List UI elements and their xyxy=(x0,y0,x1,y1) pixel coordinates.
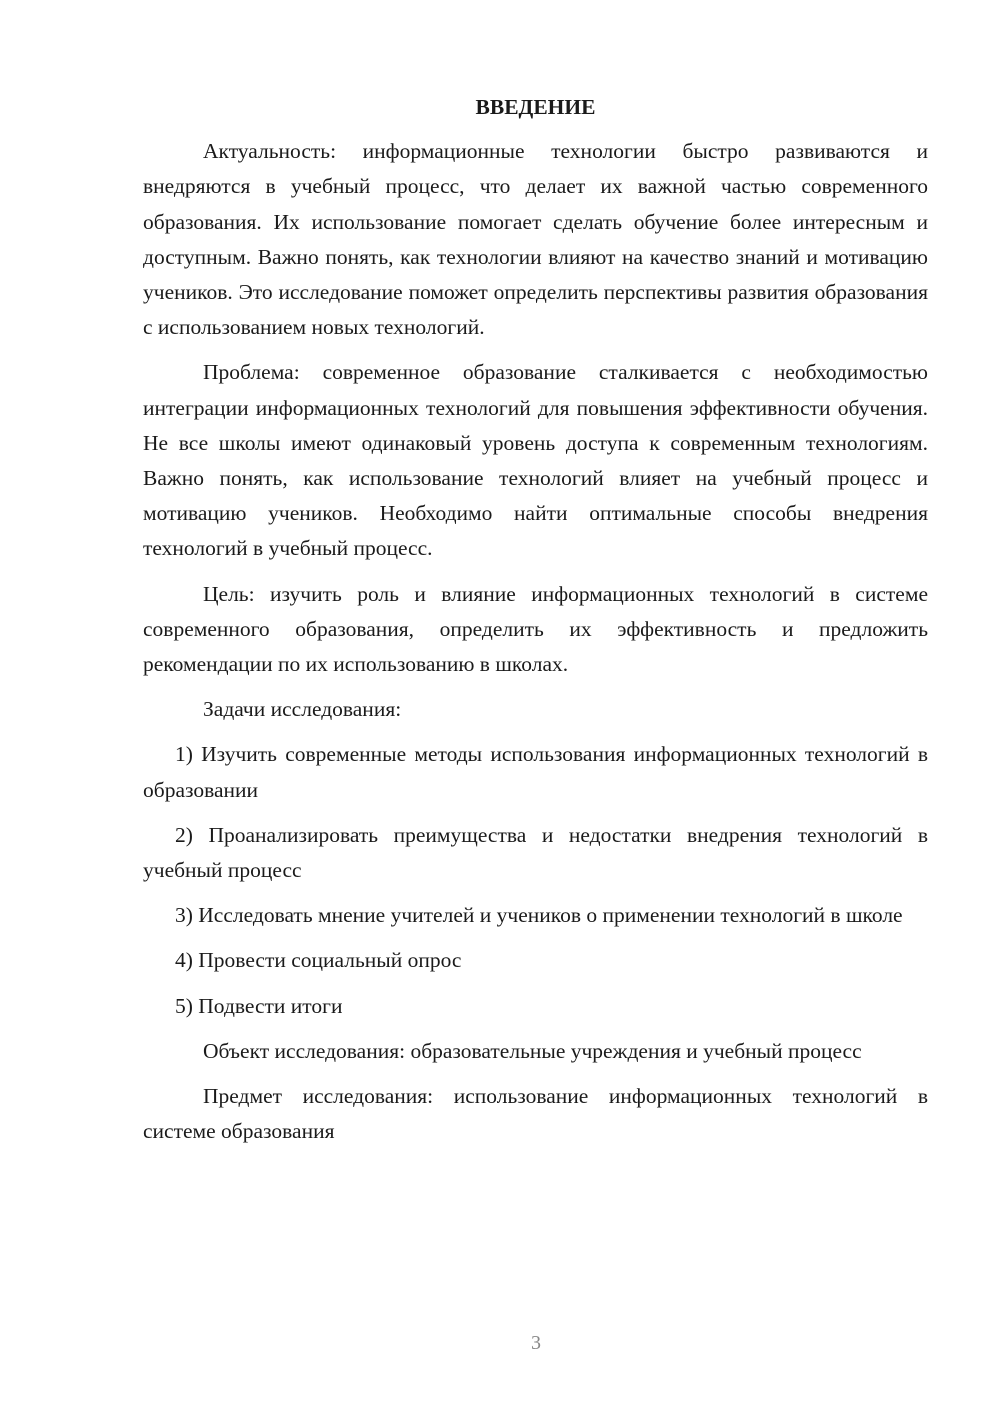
research-subject-paragraph: Предмет исследования: использование информационных технологий в системе образования xyxy=(143,1084,928,1144)
page-number: 3 xyxy=(531,1332,541,1354)
relevance-paragraph: Актуальность: информационные технологии быстро развиваются и внедряются в учебный процесс, что делает их важной частью современного образования. Их использование помогает сделать обучение более интересным и доступным. Важно понять, как технологии влияют на качество знаний и мотивацию учеников. Это исследование поможет определить перспективы развития образования с использованием новых технологий. xyxy=(143,139,928,340)
tasks-heading: Задачи исследования: xyxy=(203,697,402,722)
task-item: 5) Подвести итоги xyxy=(175,993,343,1018)
task-item: 4) Провести социальный опрос xyxy=(175,948,462,973)
problem-paragraph: Проблема: современное образование сталкивается с необходимостью интеграции информационных технологий для повышения эффективности обучения. Не все школы имеют одинаковый уровень доступа к современным технологиям. Важно понять, как использование технологий влияет на учебный процесс и мотивацию учеников. Необходимо найти оптимальные способы внедрения технологий в учебный процесс. xyxy=(143,360,928,561)
research-object-paragraph: Объект исследования: образовательные учреждения и учебный процесс xyxy=(203,1038,862,1063)
task-item: 2) Проанализировать преимущества и недостатки внедрения технологий в учебный процесс xyxy=(143,822,928,883)
document-page xyxy=(143,90,928,1159)
task-item: 3) Исследовать мнение учителей и учеников о применении технологий в школе xyxy=(175,903,903,928)
task-item: 1) Изучить современные методы использования информационных технологий в образовании xyxy=(143,742,928,802)
section-title: ВВЕДЕНИЕ xyxy=(475,95,596,119)
goal-paragraph: Цель: изучить роль и влияние информационных технологий в системе современного образования, определить их эффективность и предложить рекомендации по их использованию в школах. xyxy=(143,581,928,677)
